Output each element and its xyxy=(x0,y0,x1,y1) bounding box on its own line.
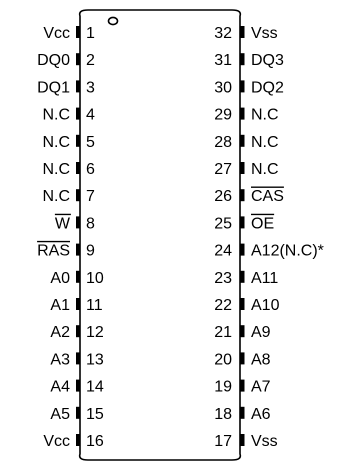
pin-label: N.C xyxy=(42,133,70,151)
pin-1 xyxy=(43,25,95,42)
pin-label: N.C xyxy=(251,161,279,178)
pin-9 xyxy=(37,242,95,260)
pin-label: CAS xyxy=(251,188,284,206)
pin-stub xyxy=(240,80,245,92)
pin-number: 9 xyxy=(86,242,95,260)
pin-stub xyxy=(240,162,245,174)
pin-stub xyxy=(240,271,245,283)
pin-21 xyxy=(214,324,270,341)
pin-number: 31 xyxy=(214,52,232,70)
pin-number: 20 xyxy=(214,351,232,369)
pin-label: RAS xyxy=(37,242,70,260)
pin-label: Vcc xyxy=(43,25,70,42)
pin-stub xyxy=(240,108,245,120)
pin-14 xyxy=(50,379,103,396)
pin-stub xyxy=(240,189,245,201)
pin-label: A0 xyxy=(50,269,70,287)
pin-10 xyxy=(50,270,103,287)
pin-number: 3 xyxy=(86,79,95,97)
pin-23 xyxy=(214,270,278,287)
pin-30 xyxy=(214,79,284,96)
pin-26 xyxy=(214,187,284,205)
pin-27 xyxy=(214,161,278,178)
pin-stub xyxy=(240,352,245,364)
pin-stub xyxy=(76,26,81,38)
pin-number: 30 xyxy=(214,79,232,97)
pin-label: DQ0 xyxy=(37,52,70,70)
pin-2 xyxy=(37,52,95,69)
pin-label: A6 xyxy=(251,405,271,423)
pin-label: OE xyxy=(251,215,275,233)
pin1-circle-icon xyxy=(109,17,118,24)
pin-stub xyxy=(76,352,81,364)
pin-stub xyxy=(76,434,81,446)
pin-stub xyxy=(240,380,245,392)
left-pin-row xyxy=(37,25,104,450)
pin-stub xyxy=(240,407,245,419)
pin-number: 19 xyxy=(214,378,232,396)
pin-label: Vcc xyxy=(43,433,70,450)
pin-stub xyxy=(76,407,81,419)
pin-label: N.C xyxy=(42,161,70,178)
pin-32 xyxy=(214,25,277,42)
pin-number: 28 xyxy=(214,133,232,151)
pin-label: A2 xyxy=(50,324,70,342)
pin-stub xyxy=(240,244,245,256)
pin-number: 4 xyxy=(86,106,95,124)
pin-number: 2 xyxy=(86,52,95,70)
pin-3 xyxy=(37,79,95,96)
pin-number: 14 xyxy=(86,378,104,396)
pin-13 xyxy=(50,351,103,368)
pin-number: 17 xyxy=(214,433,232,450)
pin-stub xyxy=(76,216,81,228)
pin-stub xyxy=(76,135,81,147)
pin-19 xyxy=(214,379,270,396)
pin-number: 29 xyxy=(214,106,232,124)
pin-label: Vss xyxy=(251,433,278,450)
pin-stub xyxy=(76,298,81,310)
pin-stub xyxy=(240,434,245,446)
pin-31 xyxy=(214,52,284,69)
pin-stub xyxy=(240,216,245,228)
pin-stub xyxy=(240,135,245,147)
pin-label: A3 xyxy=(50,351,70,369)
pin-label: N.C xyxy=(42,188,70,206)
pin-8 xyxy=(55,214,95,232)
pin-stub xyxy=(76,80,81,92)
pin-number: 7 xyxy=(86,188,95,206)
pin-11 xyxy=(50,297,102,314)
pin-number: 18 xyxy=(214,405,232,423)
pin-16 xyxy=(43,433,104,450)
pin-number: 5 xyxy=(86,133,95,151)
pin-24 xyxy=(214,243,324,260)
pin-label: A9 xyxy=(251,324,271,342)
pin-label: DQ2 xyxy=(251,79,284,97)
pin-number: 32 xyxy=(214,25,232,42)
pin-stub xyxy=(76,271,81,283)
pin-label: A12(N.C)* xyxy=(251,242,324,260)
pin-number: 8 xyxy=(86,215,95,233)
pin-label: A10 xyxy=(251,297,280,314)
pin-stub xyxy=(76,162,81,174)
pin-22 xyxy=(214,297,279,314)
pin-25 xyxy=(214,214,274,232)
pin-number: 23 xyxy=(214,269,232,287)
pin-number: 27 xyxy=(214,161,232,178)
pin-stub xyxy=(240,325,245,337)
pin-29 xyxy=(214,107,278,124)
pin-number: 1 xyxy=(86,25,95,42)
pin-label: A8 xyxy=(251,351,271,369)
pin-number: 24 xyxy=(214,242,232,260)
pin-number: 15 xyxy=(86,405,104,423)
pin-5 xyxy=(42,134,95,151)
pin-stub xyxy=(76,53,81,65)
pin-28 xyxy=(214,134,278,151)
pin-stub xyxy=(76,244,81,256)
pin-label: A5 xyxy=(50,405,70,423)
pin-stub xyxy=(76,380,81,392)
pin-label: A7 xyxy=(251,378,271,396)
pin-6 xyxy=(42,161,95,178)
pin-stub xyxy=(240,298,245,310)
pin-15 xyxy=(50,406,103,423)
pin-label: N.C xyxy=(251,133,279,151)
pin-number: 13 xyxy=(86,351,104,369)
pin-stub xyxy=(76,189,81,201)
right-pin-row xyxy=(214,25,324,450)
pin-label: Vss xyxy=(251,25,278,42)
pin-18 xyxy=(214,406,270,423)
pin-stub xyxy=(76,325,81,337)
pin-number: 21 xyxy=(214,324,232,342)
pin-12 xyxy=(50,324,103,341)
pin-4 xyxy=(42,107,95,124)
pin-label: W xyxy=(54,215,70,233)
pin-label: A11 xyxy=(251,269,279,287)
pin-number: 22 xyxy=(214,297,232,314)
pin-number: 12 xyxy=(86,324,104,342)
pin-number: 10 xyxy=(86,269,104,287)
pin-stub xyxy=(240,26,245,38)
pin-number: 11 xyxy=(86,297,103,314)
pin-20 xyxy=(214,351,270,368)
pin-label: N.C xyxy=(42,106,70,124)
pin-label: DQ3 xyxy=(251,52,284,70)
pin-stub xyxy=(76,108,81,120)
pin-label: A1 xyxy=(50,297,70,314)
pin-label: N.C xyxy=(251,106,279,124)
pin-number: 6 xyxy=(86,161,95,178)
pin-7 xyxy=(42,188,95,205)
pin-stub xyxy=(240,53,245,65)
pin-number: 16 xyxy=(86,433,104,450)
pin-label: DQ1 xyxy=(37,79,70,97)
pin-label: A4 xyxy=(50,378,70,396)
pin-17 xyxy=(214,433,277,450)
pin-number: 26 xyxy=(214,188,232,206)
pin-number: 25 xyxy=(214,215,232,233)
